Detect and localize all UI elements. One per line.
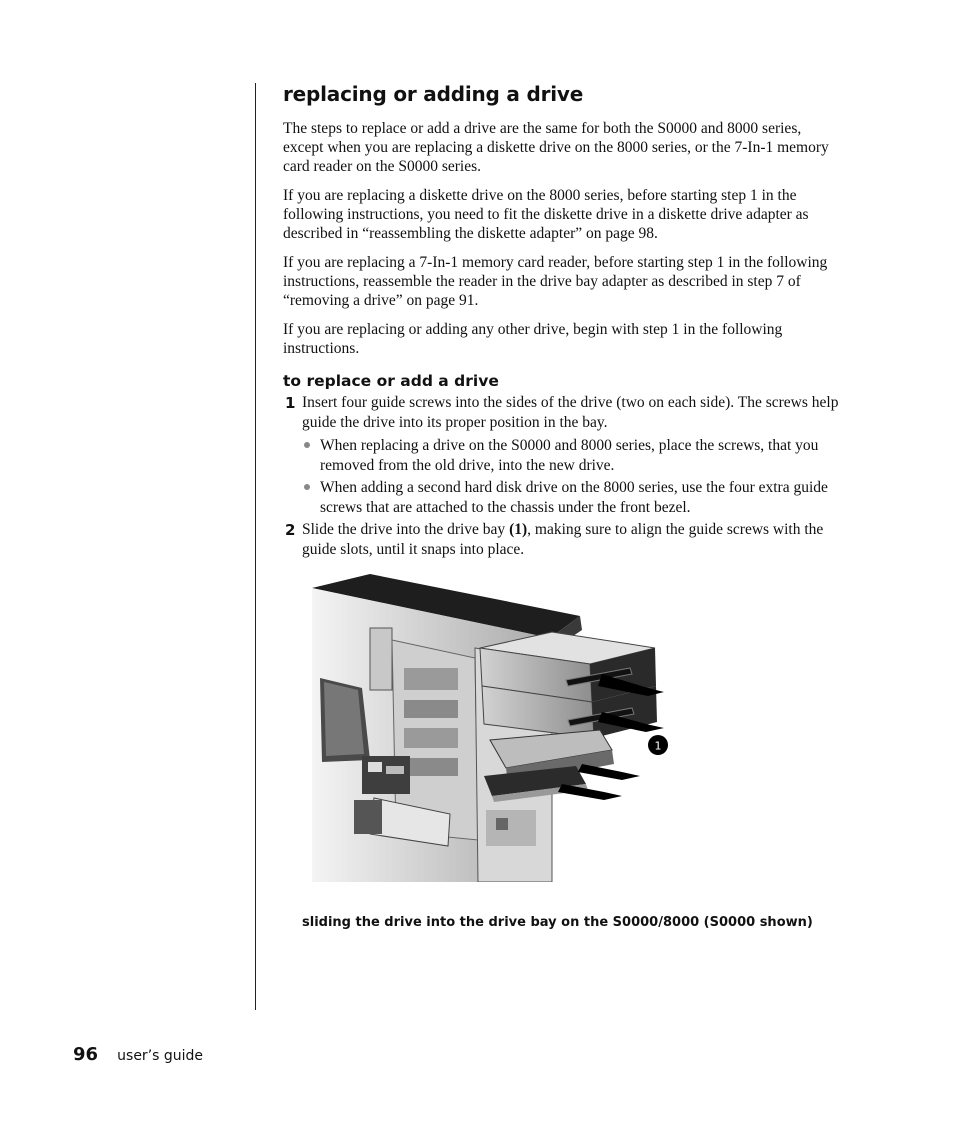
section-title: replacing or adding a drive [283,82,584,106]
bullet-dot-icon [304,484,310,490]
bullet-text: When replacing a drive on the S0000 and 8000 series, place the screws, that you removed from the old drive, into the new drive. [320,437,819,474]
bullet-dot-icon [304,442,310,448]
step-2-number: 2 [285,521,296,539]
step-1 [283,393,843,433]
step-2-text-start: Slide the drive into the drive bay [302,521,510,538]
callout-number: 1 [654,739,662,753]
bullet-item [320,436,843,476]
margin-rule [255,83,256,1010]
procedure-title: to replace or add a drive [283,372,499,390]
step-1-number: 1 [285,394,296,412]
main-content [283,82,843,563]
step-1-bullets [283,436,843,518]
page-number: 96 [73,1044,99,1065]
step-2-callout-ref: (1) [509,521,528,538]
intro-paragraph-3: If you are replacing a 7-In-1 memory card reader, before starting step 1 in the following instructions, reassemble the reader in the drive bay adapter as described in step 7 of “removing a drive” on page 91. [283,254,828,309]
figure-caption: sliding the drive into the drive bay on the S0000/8000 (S0000 shown) [302,915,813,930]
drive-bay-illustration [300,570,670,882]
bullet-text: When adding a second hard disk drive on the 8000 series, use the four extra guide screws that are attached to the chassis under the front bezel. [320,479,828,516]
step-2 [283,520,843,560]
intro-paragraph-2: If you are replacing a diskette drive on the 8000 series, before starting step 1 in the following instructions, you need to fit the diskette drive in a diskette drive adapter as described in “reassembling the diskette adapter” on page 98. [283,187,809,242]
intro-paragraph-1: The steps to replace or add a drive are the same for both the S0000 and 8000 series, except when you are replacing a diskette drive on the 8000 series, or the 7-In-1 memory card reader on the S0000 series. [283,120,829,175]
page-footer [73,1044,203,1065]
intro-paragraph-4: If you are replacing or adding any other drive, begin with step 1 in the following instructions. [283,321,783,357]
guide-label: user’s guide [117,1048,204,1064]
step-1-text: Insert four guide screws into the sides of the drive (two on each side). The screws help guide the drive into its proper position in the bay. [302,394,839,431]
step-2-text-end: , making sure to align the guide screws with the guide slots, until it snaps into place. [302,521,824,558]
bullet-item [320,478,843,518]
